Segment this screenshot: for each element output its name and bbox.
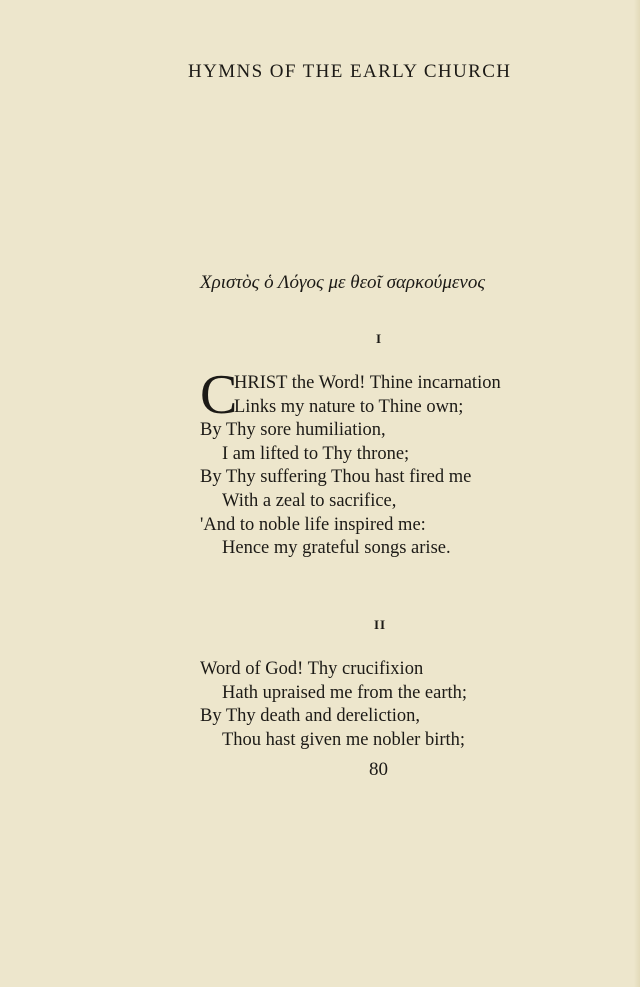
page-number: 80 <box>369 759 388 780</box>
verse-line: I am lifted to Thy throne; <box>222 443 410 464</box>
verse-line: By Thy death and dereliction, <box>200 706 421 727</box>
verse-line: Hence my grateful songs arise. <box>222 538 451 559</box>
verse-line: With a zeal to sacrifice, <box>222 490 397 511</box>
section-numeral-1: I <box>376 331 383 346</box>
verse-line: HRIST the Word! Thine incarnation <box>234 373 501 393</box>
hymn-title-greek: Χριστὸς ὁ Λόγος με θεοῖ σαρκούμενος <box>200 272 486 293</box>
verse-line: Word of God! Thy crucifixion <box>200 659 424 679</box>
dropcap-letter: C <box>200 364 238 426</box>
verse-line: Links my nature to Thine own; <box>234 396 464 417</box>
stanza-2 <box>200 658 467 752</box>
page-edge <box>634 0 640 987</box>
verse-line: By Thy sore humiliation, <box>200 420 386 441</box>
verse-line: 'And to noble life inspired me: <box>200 514 426 535</box>
verse-line: By Thy suffering Thou hast fired me <box>200 467 472 488</box>
verse-line: Thou hast given me nobler birth; <box>222 729 466 750</box>
section-numeral-2: II <box>374 617 387 632</box>
stanza-1 <box>200 364 501 561</box>
dropcap-block <box>200 364 501 426</box>
verse-line: Hath upraised me from the earth; <box>222 682 468 703</box>
running-head: HYMNS OF THE EARLY CHURCH <box>188 61 512 82</box>
